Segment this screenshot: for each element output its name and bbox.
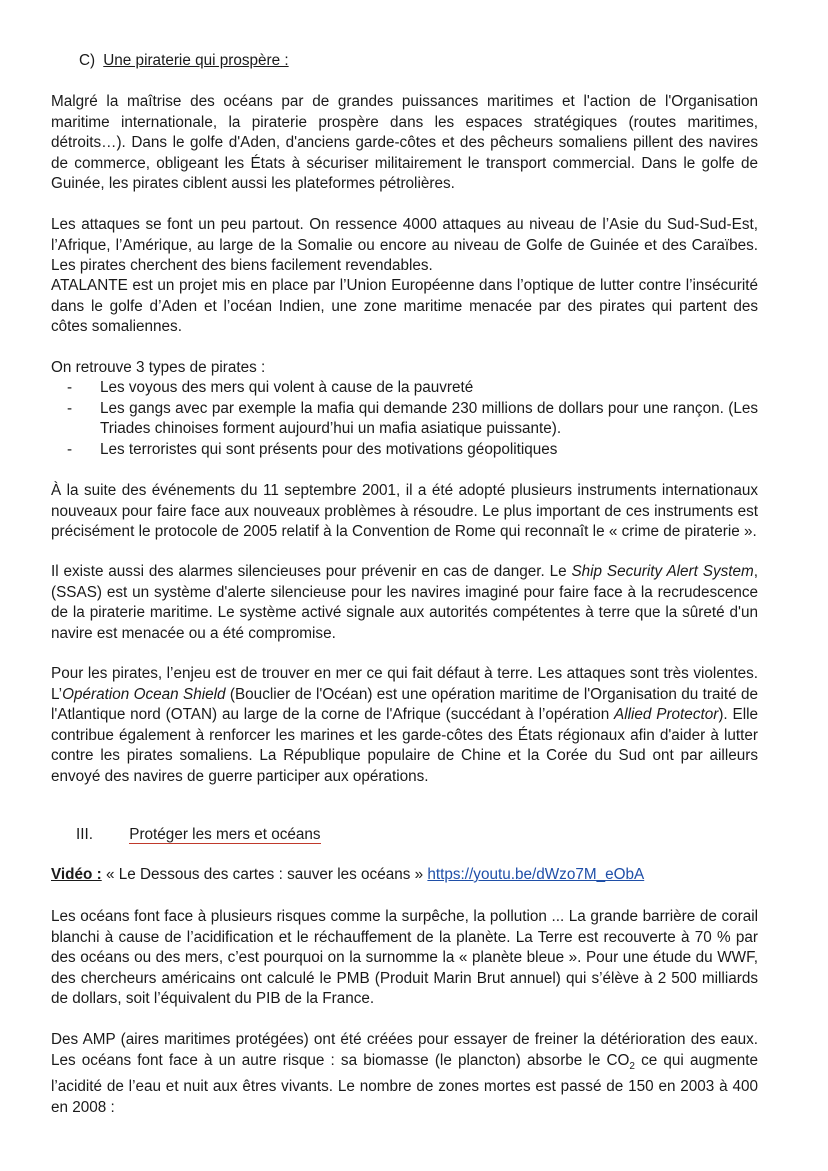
ssas-italic: Ship Security Alert System (571, 563, 754, 580)
paragraph-ocean-shield (51, 664, 758, 788)
paragraph-protected-areas (51, 1030, 758, 1118)
list-item-text: Les gangs avec par exemple la mafia qui demande 230 millions de dollars pour une rançon. (Les Triades chinoises forment aujourd’hui un mafia asiatique puissante). (100, 399, 758, 438)
ocean-shield-italic: Opération Ocean Shield (62, 685, 226, 703)
paragraph-pirate-types-intro: On retrouve 3 types de pirates : (51, 359, 266, 376)
section-iii-heading (76, 825, 321, 846)
dash-bullet: - (67, 440, 73, 458)
video-reference (51, 865, 644, 886)
section-iii-number: III. (76, 826, 93, 843)
list-item (51, 399, 758, 440)
list-item-text: Les voyous des mers qui volent à cause de la pauvreté (100, 379, 474, 396)
co2-subscript: 2 (629, 1060, 635, 1072)
dash-bullet: - (67, 399, 73, 417)
paragraph-attacks: Les attaques se font un peu partout. On ressence 4000 attaques au niveau de l’Asie du Sud-Sud-Est, l’Afrique, l’Amérique, au large de la Somalie ou encore au niveau de Golfe de Guinée et des Caraïbes. Les pirates cherchent des biens facilement revendables. (51, 216, 758, 275)
ocean-shield-text-a: Pour les pirates, l’enjeu est de trouver en mer ce qui fait défaut à terre. Les attaques sont très violentes. L’ (51, 665, 758, 703)
section-c-title: Une piraterie qui prospère : (103, 52, 289, 69)
video-title: « Le Dessous des cartes : sauver les océans » (101, 866, 428, 883)
pirate-types-list (51, 378, 758, 460)
ssas-text-b: , (SSAS) est un système d'alerte silencieuse pour les navires imaginé pour faire face à la recrudescence de la piraterie maritime. Le système activé signale aux autorités compétentes à terre que la sûreté d'un navire est menacée ou a été compromise. (51, 563, 758, 642)
protected-areas-text-a: Des AMP (aires maritimes protégées) ont été créées pour essayer de freiner la détérioration des eaux. Les océans font face à un autre risque : sa biomasse (le plancton) absorbe le CO (51, 1031, 758, 1069)
allied-protector-italic: Allied Protector (614, 706, 719, 724)
section-c-label: C) (79, 52, 96, 69)
video-link[interactable]: https://youtu.be/dWzo7M_eObA (427, 866, 645, 883)
paragraph-piracy-prospers: Malgré la maîtrise des océans par de grandes puissances maritimes et l'action de l'Organisation maritime internationale, la piraterie prospère dans les espaces stratégiques (routes maritimes, détroits…). Dans le golfe d'Aden, d'anciens garde-côtes et des pêcheurs somaliens pillent des navires de commerce, obligeant les États à sécuriser militairement le transport commercial. Dans le golfe de Guinée, les pirates ciblent aussi les plateformes pétrolières. (51, 93, 758, 193)
section-c-heading (79, 51, 289, 72)
section-iii-title: Protéger les mers et océans (129, 826, 321, 843)
ocean-shield-text-c: ). Elle contribue également à renforcer les marines et les garde-côtes des États régionaux afin d'aider à lutter contre les pirates somaliens. La République populaire de Chine et la Corée du Sud ont par ailleurs envoyé des navires de guerre participer aux opérations. (51, 706, 758, 785)
ssas-text-a: Il existe aussi des alarmes silencieuses pour prévenir en cas de danger. Le (51, 563, 572, 580)
paragraph-september-11: À la suite des événements du 11 septembre 2001, il a été adopté plusieurs instruments internationaux nouveaux pour faire face aux nouveaux problèmes à résoudre. Le plus important de ces instruments est précisément le protocole de 2005 relatif à la Convention de Rome qui reconnaît le « crime de piraterie ». (51, 482, 758, 541)
paragraph-ssas (51, 562, 758, 644)
ocean-shield-text-b: (Bouclier de l'Océan) est une opération maritime de l'Organisation du traité de l'Atlantique nord (OTAN) au large de la corne de l'Afrique (succédant à l’opération (51, 685, 758, 724)
paragraph-ocean-risks: Les océans font face à plusieurs risques comme la surpêche, la pollution ... La grande barrière de corail blanchi à cause de l’acidification et le réchauffement de la planète. La Terre est recouverte à 70 % par des océans ou des mers, c’est pourquoi on la surnomme la « planète bleue ». Pour une étude du WWF, des chercheurs américains ont calculé le PMB (Produit Marin Brut annuel) qui s’élève à 2 500 milliards de dollars, soit l’équivalent du PIB de la France. (51, 908, 758, 1008)
list-item-text: Les terroristes qui sont présents pour des motivations géopolitiques (100, 440, 558, 458)
list-item (51, 378, 758, 399)
list-item (51, 440, 758, 461)
protected-areas-text-b: ce qui augmente l’acidité de l’eau et nuit aux êtres vivants. Le nombre de zones mortes est passé de 150 en 2003 à 400 en 2008 : (51, 1051, 758, 1116)
paragraph-atalante: ATALANTE est un projet mis en place par l’Union Européenne dans l’optique de lutter contre l’insécurité dans le golfe d’Aden et l’océan Indien, une zone maritime menacée par des pirates qui partent des côtes somaliennes. (51, 277, 758, 336)
dash-bullet: - (67, 379, 73, 396)
video-label: Vidéo : (51, 866, 102, 883)
